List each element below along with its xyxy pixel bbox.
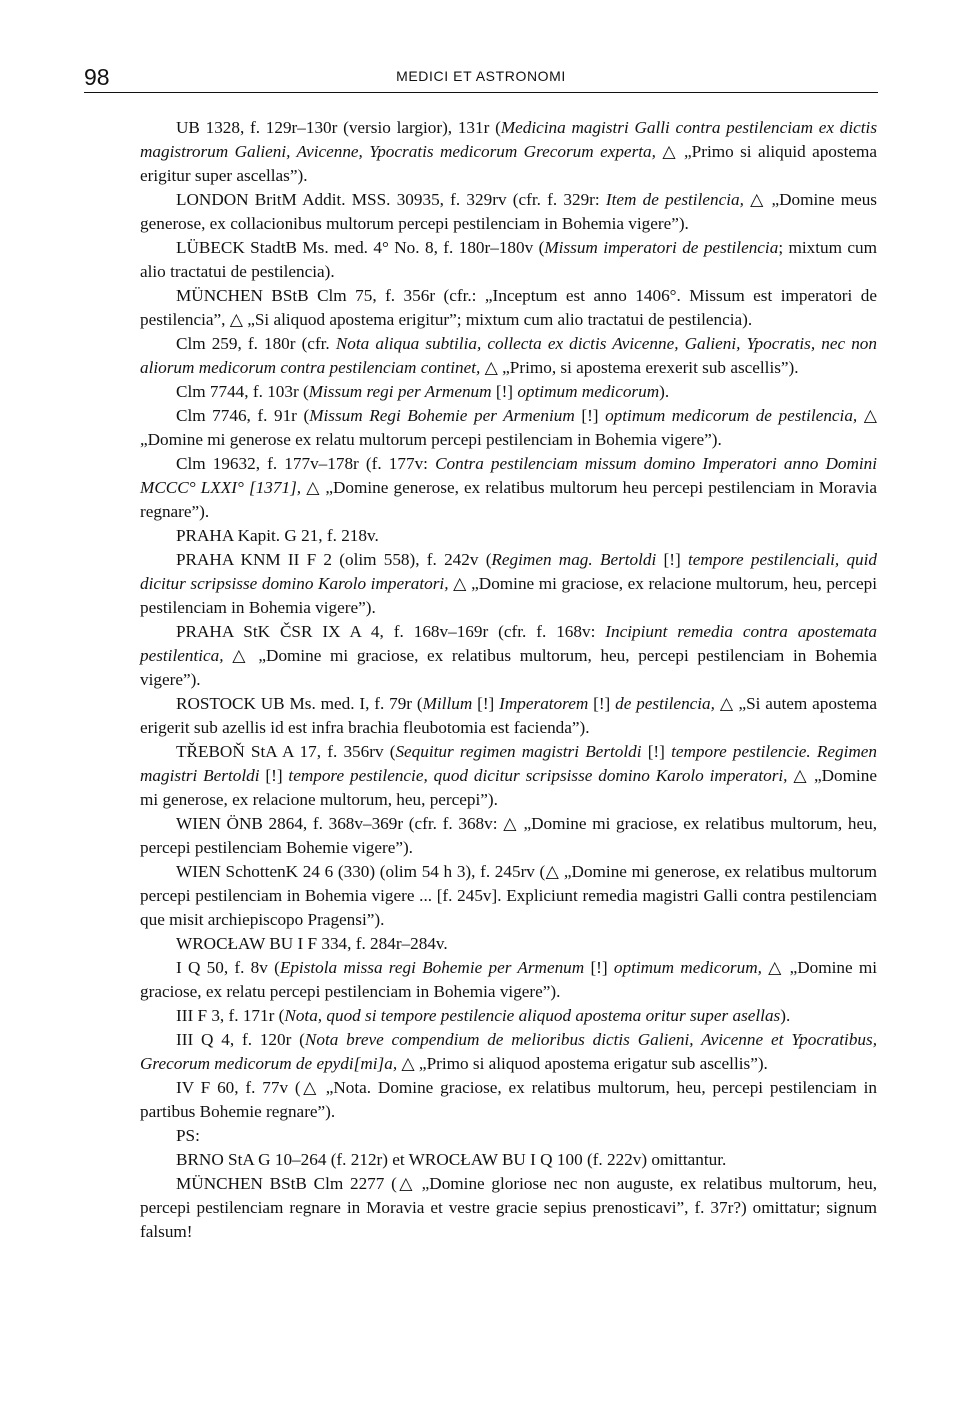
text-run: △ „Domine mi graciose, ex relatu percepi pestilenciam in Bohemia vigere”). — [140, 958, 878, 1001]
text-run: [!] — [663, 550, 688, 569]
manuscript-entry — [140, 548, 877, 620]
italic-text: tempore pestilencie. Regimen magistri Bertoldi — [140, 742, 878, 785]
text-run: Clm 7744, f. 103r ( — [176, 382, 309, 401]
manuscript-entry — [140, 1076, 877, 1124]
italic-text: de pestilencia, — [615, 694, 720, 713]
text-run: △ „Domine mi graciose, ex relatibus multorum, heu, percepi pestilenciam in Bohemia vigere”). — [140, 646, 878, 689]
text-run: WIEN SchottenK 24 6 (330) (olim 54 h 3), f. 245rv (△ „Domine mi generose, ex relatibus multorum percepi pestilenciam in Bohemia vigere ... [f. 245v]. Expliciunt remedia magistri Galli contra pestilenciam que misit archiepiscopo Pragensi”). — [140, 862, 877, 929]
manuscript-entries — [140, 116, 877, 1124]
text-run: △ „Primo si aliquod apostema erigatur sub ascellis”). — [401, 1054, 768, 1073]
italic-text: Epistola missa regi Bohemie per Armenum — [279, 958, 591, 977]
header-rule — [84, 92, 878, 93]
manuscript-entry — [140, 1028, 877, 1076]
page-number: 98 — [84, 64, 110, 90]
italic-text: Incipiunt remedia contra apostemata pestilentica, — [140, 622, 877, 665]
text-run: △ „Domine mi generose, ex relacione multorum, heu, percepi”). — [140, 766, 877, 809]
text-run: III Q 4, f. 120r ( — [176, 1030, 305, 1049]
page-header — [84, 64, 878, 92]
italic-text: Missum Regi Bohemie per Armenium — [309, 406, 582, 425]
manuscript-entry — [140, 452, 877, 524]
text-run: I Q 50, f. 8v ( — [176, 958, 280, 977]
text-run: PRAHA KNM II F 2 (olim 558), f. 242v ( — [176, 550, 492, 569]
text-run: III F 3, f. 171r ( — [176, 1006, 285, 1025]
ps-entry — [140, 1148, 877, 1172]
manuscript-entry — [140, 524, 877, 548]
italic-text: Nota aliqua subtilia, collecta ex dictis Avicenne, Galieni, Ypocratis, nec non aliorum medicorum contra pestilenciam continet, — [140, 334, 877, 377]
ps-label: PS: — [176, 1126, 200, 1145]
text-run: BRNO StA G 10–264 (f. 212r) et WROCŁAW BU I Q 100 (f. 222v) omittantur. — [176, 1150, 727, 1169]
text-run: ). — [659, 382, 670, 401]
manuscript-entry — [140, 956, 877, 1004]
text-run: △ „Domine mi graciose, ex relacione multorum, heu, percepi pestilenciam in Bohemia vigere”). — [140, 574, 877, 617]
text-run: [!] — [477, 694, 500, 713]
manuscript-entry — [140, 860, 877, 932]
text-run: △ „Domine meus generose, ex collacionibus multorum percepi pestilenciam in Bohemia vigere”). — [140, 190, 877, 233]
text-run: △ „Domine generose, ex relatibus multorum heu percepi pestilenciam in Moravia regnare”). — [140, 478, 877, 521]
manuscript-entry — [140, 692, 877, 740]
text-run: MÜNCHEN BStB Clm 2277 (△ „Domine gloriose nec non auguste, ex relatibus multorum, heu, percepi pestilenciam regnare in Moravia et vestre gracie sepius prenosticavi”, f. 37r?) omittatur; signum falsum! — [140, 1174, 877, 1241]
text-run: WIEN ÖNB 2864, f. 368v–369r (cfr. f. 368v: △ „Domine mi graciose, ex relatibus multorum, heu, percepi pestilenciam Bohemie vigere”). — [140, 814, 877, 857]
text-run: [!] — [647, 742, 672, 761]
italic-text: optimum medicorum, — [613, 958, 769, 977]
manuscript-entry — [140, 404, 877, 452]
manuscript-entry — [140, 188, 877, 236]
body-text — [140, 116, 877, 1244]
italic-text: Nota, quod si tempore pestilencie aliquod apostema oritur super asellas — [284, 1006, 781, 1025]
text-run: Clm 7746, f. 91r ( — [176, 406, 310, 425]
text-run: LÜBECK StadtB Ms. med. 4° No. 8, f. 180r–180v ( — [176, 238, 545, 257]
italic-text: optimum medicorum de pestilencia, — [605, 406, 864, 425]
text-run: MÜNCHEN BStB Clm 75, f. 356r (cfr.: „Inceptum est anno 1406°. Missum est imperatori de pestilencia”, △ „Si aliquod apostema erigitur”; mixtum cum alio tractatui de pestilencia). — [140, 286, 877, 329]
italic-text: Item de pestilencia, — [605, 190, 751, 209]
text-run: △ „Primo, si apostema erexerit sub ascellis”). — [484, 358, 799, 377]
italic-text: Sequitur regimen magistri Bertoldi — [395, 742, 648, 761]
manuscript-entry — [140, 932, 877, 956]
italic-text: Missum imperatori de pestilencia — [544, 238, 779, 257]
italic-text: Regimen mag. Bertoldi — [491, 550, 664, 569]
text-run: [!] — [581, 406, 606, 425]
text-run: ROSTOCK UB Ms. med. I, f. 79r ( — [176, 694, 423, 713]
italic-text: tempore pestilencie, quod dicitur scripsisse domino Karolo imperatori, — [288, 766, 794, 785]
text-run: △ „Domine mi generose ex relatu multorum percepi pestilenciam in Bohemia vigere”). — [140, 406, 878, 449]
text-run: IV F 60, f. 77v (△ „Nota. Domine graciose, ex relatibus multorum, heu, percepi pestilenciam in partibus Bohemie regnare”). — [140, 1078, 877, 1121]
italic-text: tempore pestilenciali, quid dicitur scripsisse domino Karolo imperatori, — [140, 550, 877, 593]
text-run: [!] — [495, 382, 518, 401]
italic-text: Contra pestilenciam missum domino Imperatori anno Domini MCCC° LXXI° [1371], — [140, 454, 878, 497]
italic-text: Nota breve compendium de melioribus dictis Galieni, Avicenne et Ypocratibus, Grecorum medicorum de epydi[mi]a, — [140, 1030, 877, 1073]
text-run: PRAHA Kapit. G 21, f. 218v. — [176, 526, 379, 545]
text-run: △ „Primo si aliquid apostema erigitur super ascellas”). — [140, 142, 877, 185]
italic-text: Millum — [422, 694, 478, 713]
text-run: TŘEBOŇ StA A 17, f. 356rv ( — [176, 742, 396, 761]
text-run: UB 1328, f. 129r–130r (versio largior), 131r ( — [176, 118, 501, 137]
text-run: △ „Si autem apostema erigerit sub azellis id est infra brachia fleubotomia est facienda”). — [140, 694, 878, 737]
manuscript-entry — [140, 236, 877, 284]
text-run: Clm 19632, f. 177v–178r (f. 177v: — [176, 454, 436, 473]
italic-text: Medicina magistri Galli contra pestilenciam ex dictis magistrorum Galieni, Avicenne, Ypocratis medicorum Grecorum experta, — [140, 118, 878, 161]
manuscript-entry — [140, 812, 877, 860]
manuscript-entry — [140, 380, 877, 404]
manuscript-entry — [140, 284, 877, 332]
ps-entry — [140, 1172, 877, 1244]
text-run: [!] — [593, 694, 616, 713]
ps-entries — [140, 1148, 877, 1244]
manuscript-entry — [140, 620, 877, 692]
manuscript-entry — [140, 1004, 877, 1028]
italic-text: optimum medicorum — [517, 382, 660, 401]
text-run: PRAHA StK ČSR IX A 4, f. 168v–169r (cfr. f. 168v: — [176, 622, 606, 641]
text-run: [!] — [590, 958, 614, 977]
text-run: LONDON BritM Addit. MSS. 30935, f. 329rv (cfr. f. 329r: — [176, 190, 606, 209]
text-run: WROCŁAW BU I F 334, f. 284r–284v. — [176, 934, 448, 953]
manuscript-entry — [140, 740, 877, 812]
italic-text: Imperatorem — [499, 694, 594, 713]
text-run: [!] — [265, 766, 289, 785]
running-title: MEDICI ET ASTRONOMI — [396, 68, 566, 84]
manuscript-entry — [140, 116, 877, 188]
text-run: ; mixtum cum alio tractatui de pestilencia). — [140, 238, 877, 281]
text-run: ). — [780, 1006, 791, 1025]
italic-text: Missum regi per Armenum — [308, 382, 496, 401]
text-run: Clm 259, f. 180r (cfr. — [176, 334, 336, 353]
manuscript-entry — [140, 332, 877, 380]
